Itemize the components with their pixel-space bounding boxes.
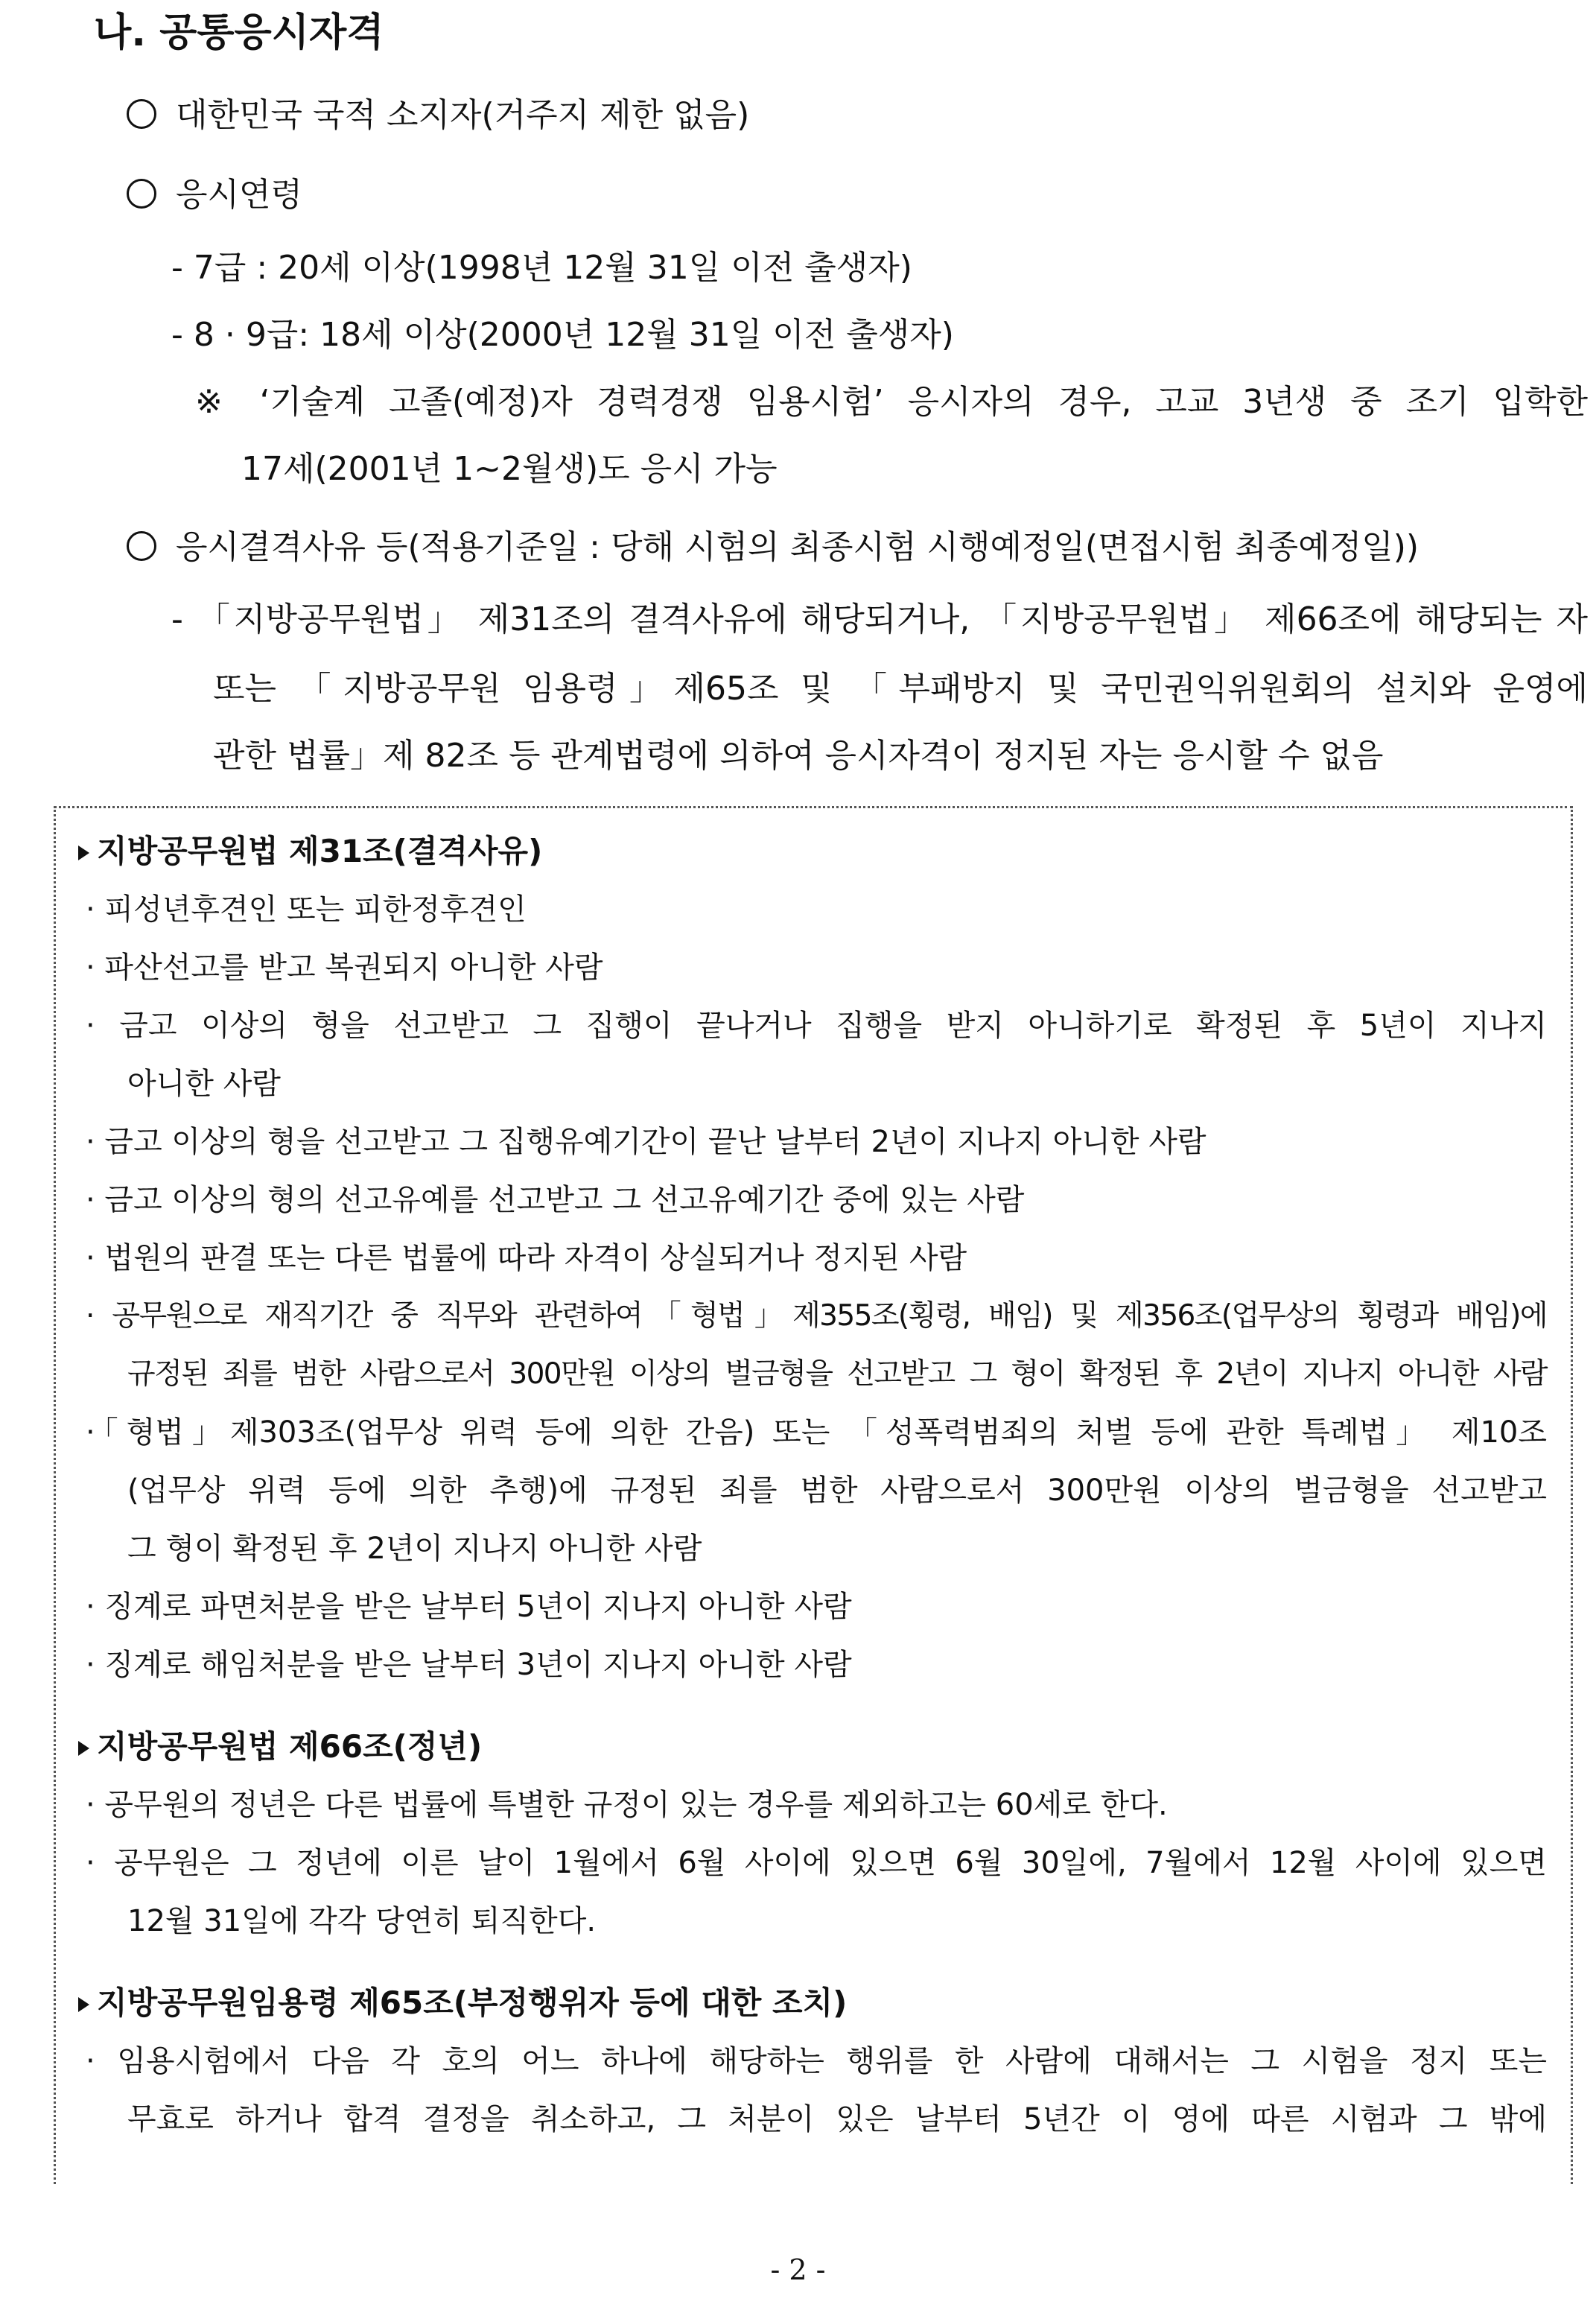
- art66-title: 지방공무원법 제66조(정년): [78, 1726, 482, 1768]
- art66-line: · 공무원의 정년은 다른 법률에 특별한 규정이 있는 경우를 제외하고는 60세로 한다.: [86, 1788, 1168, 1822]
- item-disqualification: 응시결격사유 등(적용기준일 : 당해 시험의 최종시험 시행예정일(면접시험 최종예정일)): [127, 525, 1419, 570]
- art31-title: 지방공무원법 제31조(결격사유): [78, 831, 542, 872]
- disq-line3: 관한 법률」제 82조 등 관계법령에 의하여 응시자격이 정지된 자는 응시할 수 없음: [213, 737, 1384, 775]
- art31-line: · 금고 이상의 형을 선고받고 그 집행이 끝나거나 집행을 받지 아니하기로 확정된 후 5년이 지나지: [86, 1009, 1547, 1043]
- art31-line: · 공무원으로 재직기간 중 직무와 관련하여「형법」제355조(횡령, 배임) 및 제356조(업무상의 횡령과 배임)에: [86, 1299, 1547, 1333]
- art31-line: · 징계로 파면처분을 받은 날부터 5년이 지나지 아니한 사람: [86, 1590, 852, 1624]
- item-nationality: 대한민국 국적 소지자(거주지 제한 없음): [127, 93, 749, 138]
- item-age: 응시연령: [127, 173, 302, 218]
- art31-line: ·「형법」제303조(업무상 위력 등에 의한 간음) 또는 「성폭력범죄의 처벌 등에 관한 특례법」 제10조: [86, 1415, 1547, 1450]
- art31-line: 아니한 사람: [127, 1067, 281, 1101]
- art31-line: · 파산선고를 받고 복권되지 아니한 사람: [86, 951, 603, 985]
- art65-title: 지방공무원임용령 제65조(부정행위자 등에 대한 조치): [78, 1982, 847, 2024]
- art66-line: 12월 31일에 각각 당연히 퇴직한다.: [127, 1904, 597, 1938]
- art65-line: · 임용시험에서 다음 각 호의 어느 하나에 해당하는 행위를 한 사람에 대해서는 그 시험을 정지 또는: [86, 2044, 1547, 2078]
- art31-line: · 금고 이상의 형을 선고받고 그 집행유예기간이 끝난 날부터 2년이 지나지 아니한 사람: [86, 1125, 1206, 1159]
- circle-bullet-icon: [127, 99, 156, 129]
- art31-line: · 법원의 판결 또는 다른 법률에 따라 자격이 상실되거나 정지된 사람: [86, 1241, 967, 1275]
- disq-line2: 또는 「지방공무원 임용령」제65조 및 「부패방지 및 국민권익위원회의 설치와 운영에: [213, 670, 1588, 708]
- disq-line1: - 「지방공무원법」 제31조의 결격사유에 해당되거나, 「지방공무원법」 제66조에 해당되는 자: [171, 600, 1588, 638]
- section-heading: 나. 공통응시자격: [94, 10, 384, 55]
- age-note-line2: 17세(2001년 1~2월생)도 응시 가능: [241, 450, 778, 488]
- triangle-bullet-icon: [78, 1997, 89, 2012]
- page-number: - 2 -: [770, 2253, 826, 2286]
- triangle-bullet-icon: [78, 1741, 89, 1756]
- age-grade7: - 7급 : 20세 이상(1998년 12월 31일 이전 출생자): [171, 249, 912, 287]
- art31-line: 그 형이 확정된 후 2년이 지나지 아니한 사람: [127, 1532, 702, 1566]
- circle-bullet-icon: [127, 179, 156, 209]
- art31-line: (업무상 위력 등에 의한 추행)에 규정된 죄를 범한 사람으로서 300만원 이상의 벌금형을 선고받고: [127, 1473, 1547, 1508]
- art31-line: · 금고 이상의 형의 선고유예를 선고받고 그 선고유예기간 중에 있는 사람: [86, 1183, 1025, 1217]
- art31-line: · 징계로 해임처분을 받은 날부터 3년이 지나지 아니한 사람: [86, 1648, 852, 1682]
- age-note-line1: ※ ‘기술계 고졸(예정)자 경력경쟁 임용시험’ 응시자의 경우, 고교 3년생 중 조기 입학한: [195, 383, 1588, 421]
- triangle-bullet-icon: [78, 845, 89, 860]
- art66-line: · 공무원은 그 정년에 이른 날이 1월에서 6월 사이에 있으면 6월 30일에, 7월에서 12월 사이에 있으면: [86, 1846, 1547, 1880]
- art31-line: 규정된 죄를 범한 사람으로서 300만원 이상의 벌금형을 선고받고 그 형이 확정된 후 2년이 지나지 아니한 사람: [127, 1357, 1547, 1391]
- law-reference-box: [54, 806, 1573, 2184]
- age-grade89: - 8 · 9급: 18세 이상(2000년 12월 31일 이전 출생자): [171, 316, 954, 354]
- art31-line: · 피성년후견인 또는 피한정후견인: [86, 892, 527, 927]
- circle-bullet-icon: [127, 531, 156, 561]
- art65-line: 무효로 하거나 합격 결정을 취소하고, 그 처분이 있은 날부터 5년간 이 영에 따른 시험과 그 밖에: [127, 2102, 1547, 2136]
